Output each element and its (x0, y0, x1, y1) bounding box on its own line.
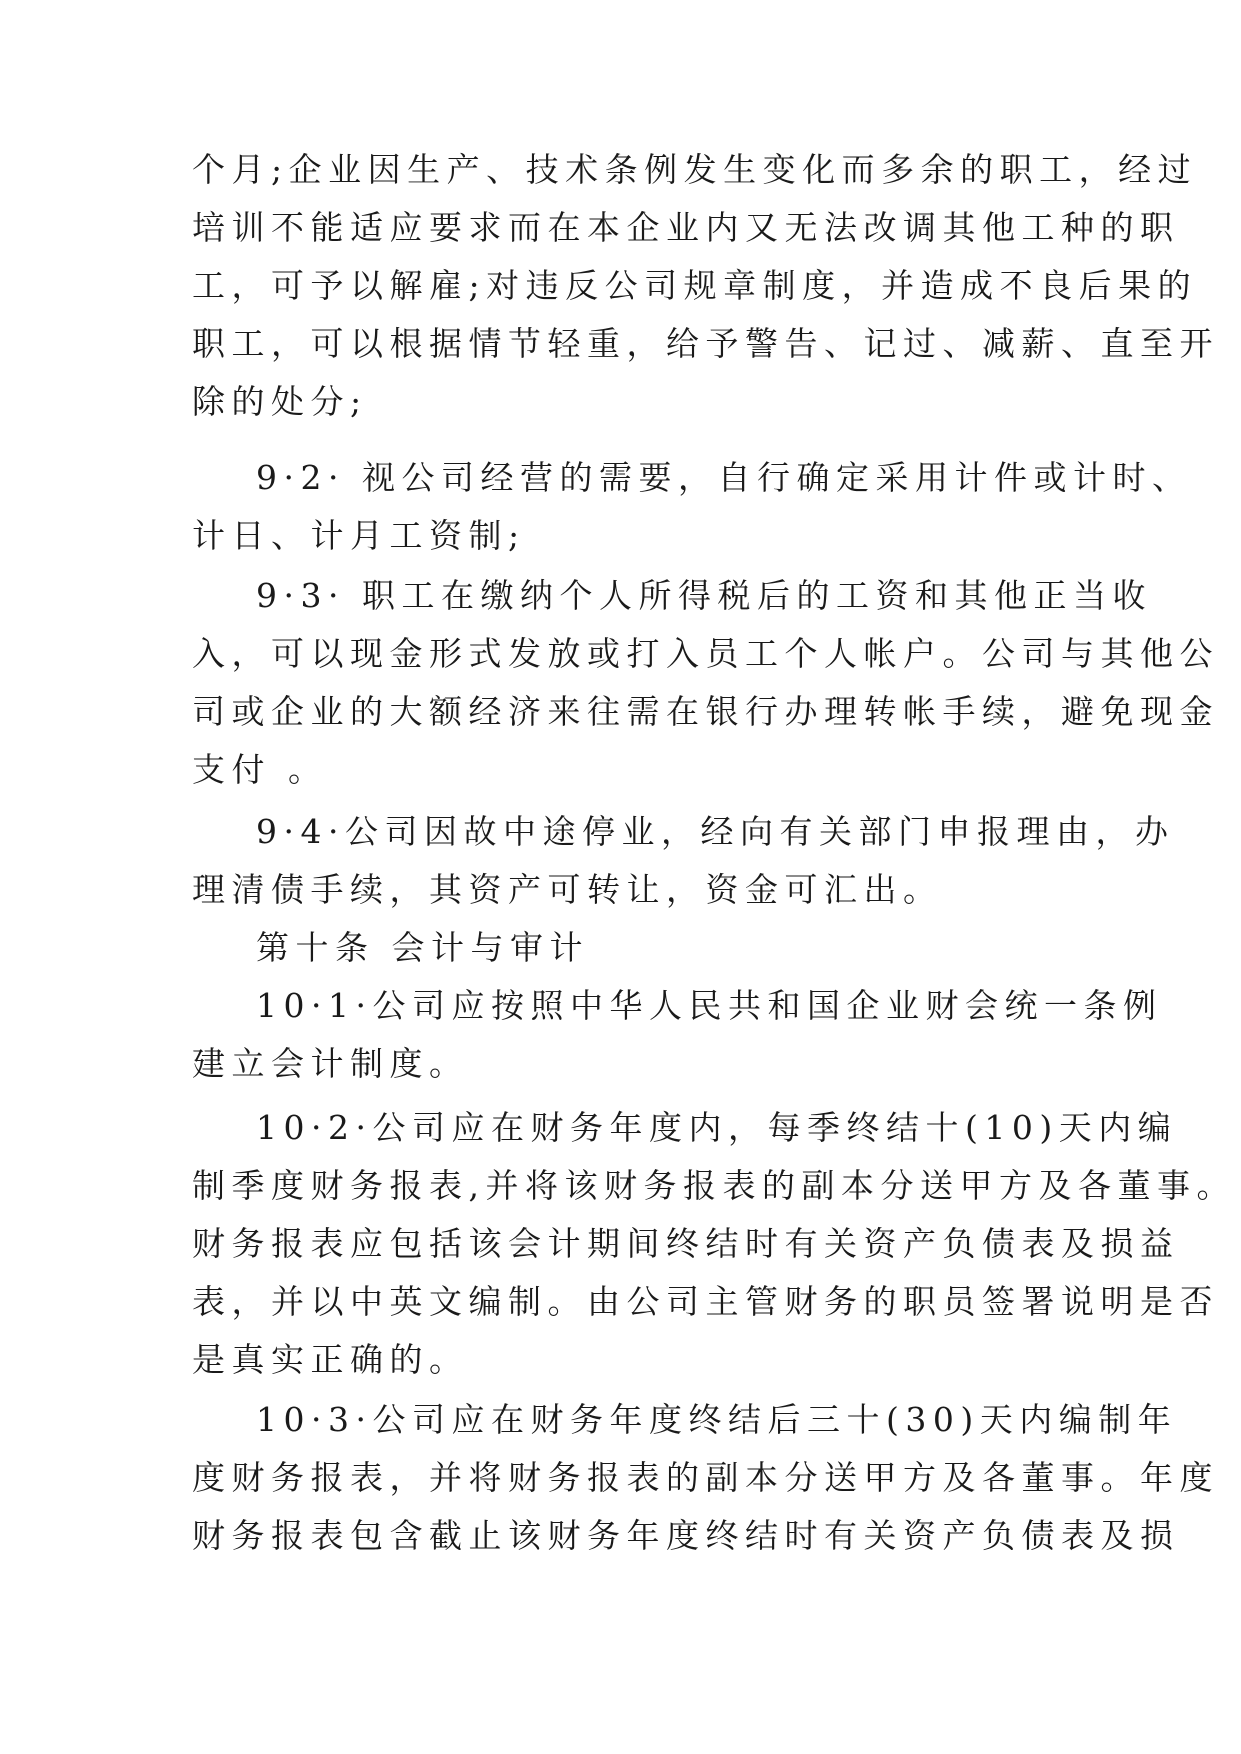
clause-9-4: 9·4·公司因故中途停业，经向有关部门申报理由，办 (256, 812, 1175, 851)
text-line: 入，可以现金形式发放或打入员工个人帐户。公司与其他公 (192, 634, 1219, 673)
clause-9-2: 9·2· 视公司经营的需要，自行确定采用计件或计时、 (256, 458, 1192, 497)
text-line: 计日、计月工资制; (192, 516, 526, 555)
clause-10-2: 10·2·公司应在财务年度内，每季终结十(10)天内编 (256, 1108, 1178, 1147)
text-line: 培训不能适应要求而在本企业内又无法改调其他工种的职 (192, 208, 1180, 247)
text-line: 职工，可以根据情节轻重，给予警告、记过、减薪、直至开 (192, 324, 1219, 363)
text-line: 理清债手续，其资产可转让，资金可汇出。 (192, 870, 943, 909)
clause-10-3: 10·3·公司应在财务年度终结后三十(30)天内编制年 (256, 1400, 1178, 1439)
text-line: 除的处分; (192, 382, 368, 421)
text-line: 财务报表包含截止该财务年度终结时有关资产负债表及损 (192, 1516, 1180, 1555)
text-line: 财务报表应包括该会计期间终结时有关资产负债表及损益 (192, 1224, 1180, 1263)
clause-10-1: 10·1·公司应按照中华人民共和国企业财会统一条例 (256, 986, 1163, 1025)
text-line: 司或企业的大额经济来往需在银行办理转帐手续，避免现金 (192, 692, 1219, 731)
text-line: 是真实正确的。 (192, 1340, 469, 1379)
text-line: 建立会计制度。 (192, 1044, 469, 1083)
text-line: 个月;企业因生产、技术条例发生变化而多余的职工，经过 (192, 150, 1198, 189)
section-heading-10: 第十条 会计与审计 (256, 928, 589, 967)
text-line: 制季度财务报表,并将该财务报表的副本分送甲方及各董事。 (192, 1166, 1236, 1205)
clause-9-3: 9·3· 职工在缴纳个人所得税后的工资和其他正当收 (256, 576, 1152, 615)
text-line: 表，并以中英文编制。由公司主管财务的职员签署说明是否 (192, 1282, 1219, 1321)
text-line: 支付 。 (192, 750, 328, 789)
text-line: 工，可予以解雇;对违反公司规章制度，并造成不良后果的 (192, 266, 1198, 305)
text-line: 度财务报表，并将财务报表的副本分送甲方及各董事。年度 (192, 1458, 1219, 1497)
